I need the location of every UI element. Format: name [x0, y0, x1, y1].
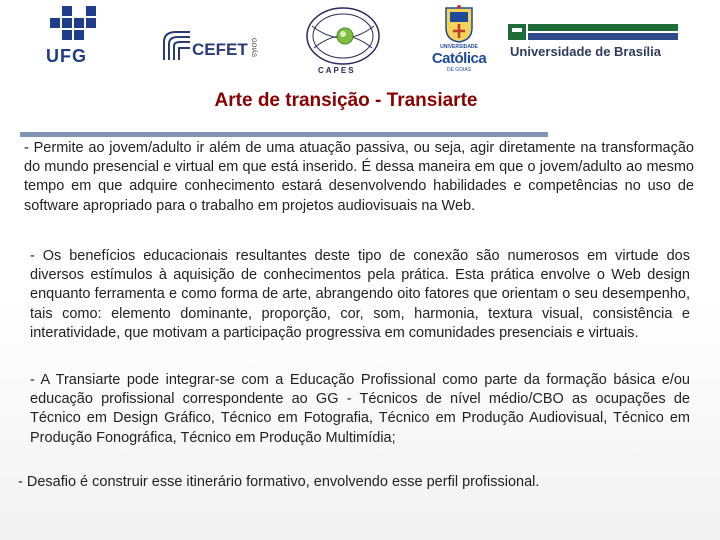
paragraph-3: - A Transiarte pode integrar-se com a Educação Profissional como parte da formação básica e/ou educação profissional correspondente ao GG - Técnicos de nível médio/CBO as ocupações de Técnico em Design Gráfico, Técnico em Fotografia, Técnico em Produção Audiovisual, Técnico em Produção Fonográfica, Técnico em Produção Multimídia;: [30, 372, 690, 446]
paragraph-1: - Permite ao jovem/adulto ir além de uma atuação passiva, ou seja, agir diretamente na transformação do mundo presencial e virtual em que está inserido. É dessa maneira em que o jovem/adulto ao mesmo tempo em que adquire conhecimento estará desenvolvendo habilidades e competências no uso de software apropriado para o trabalho em projetos audiovisuais na Web.: [24, 140, 694, 214]
ufg-emblem-icon: [50, 6, 98, 42]
capes-emblem-icon: [300, 6, 386, 66]
cefet-emblem-icon: [160, 28, 194, 64]
catolica-bottom-text: DE GOIÁS: [446, 67, 472, 73]
capes-wordmark: CAPES: [318, 66, 356, 75]
cefet-logo: [160, 26, 265, 66]
cefet-wordmark: CEFET: [192, 40, 248, 59]
capes-logo: [300, 6, 386, 78]
logo-bar: [0, 0, 720, 82]
paragraph-4: - Desafio é construir esse itinerário formativo, envolvendo esse perfil profissional.: [18, 474, 540, 490]
page-title: Arte de transição - Transiarte: [214, 90, 478, 111]
unb-emblem-icon: [508, 22, 684, 44]
paragraph-2: - Os benefícios educacionais resultantes deste tipo de conexão são numerosos em virtude dos diversos estímulos à aquisição de conhecimentos pela prática. Esta prática envolve o Web design enquanto ferramenta e como forma de arte, abrangendo oito fatores que orientam o seu desempenho, tais como: elemento dominante, proporção, cor, som, harmonia, textura visual, consistência e interatividade, que motivam a participação progressiva em comunidades presenciais e virtuais.: [30, 248, 690, 341]
title-underline: [20, 132, 548, 137]
ufg-wordmark: UFG: [46, 46, 87, 66]
catolica-wordmark: Católica: [431, 50, 487, 67]
cefet-subtext: GOIÁS: [250, 38, 256, 58]
unb-wordmark: Universidade de Brasília: [510, 44, 662, 59]
catolica-logo: [428, 4, 490, 76]
catolica-top-text: UNIVERSIDADE: [440, 44, 478, 50]
unb-logo: [508, 22, 684, 62]
ufg-logo: [42, 6, 106, 70]
catolica-shield-icon: [428, 4, 490, 44]
